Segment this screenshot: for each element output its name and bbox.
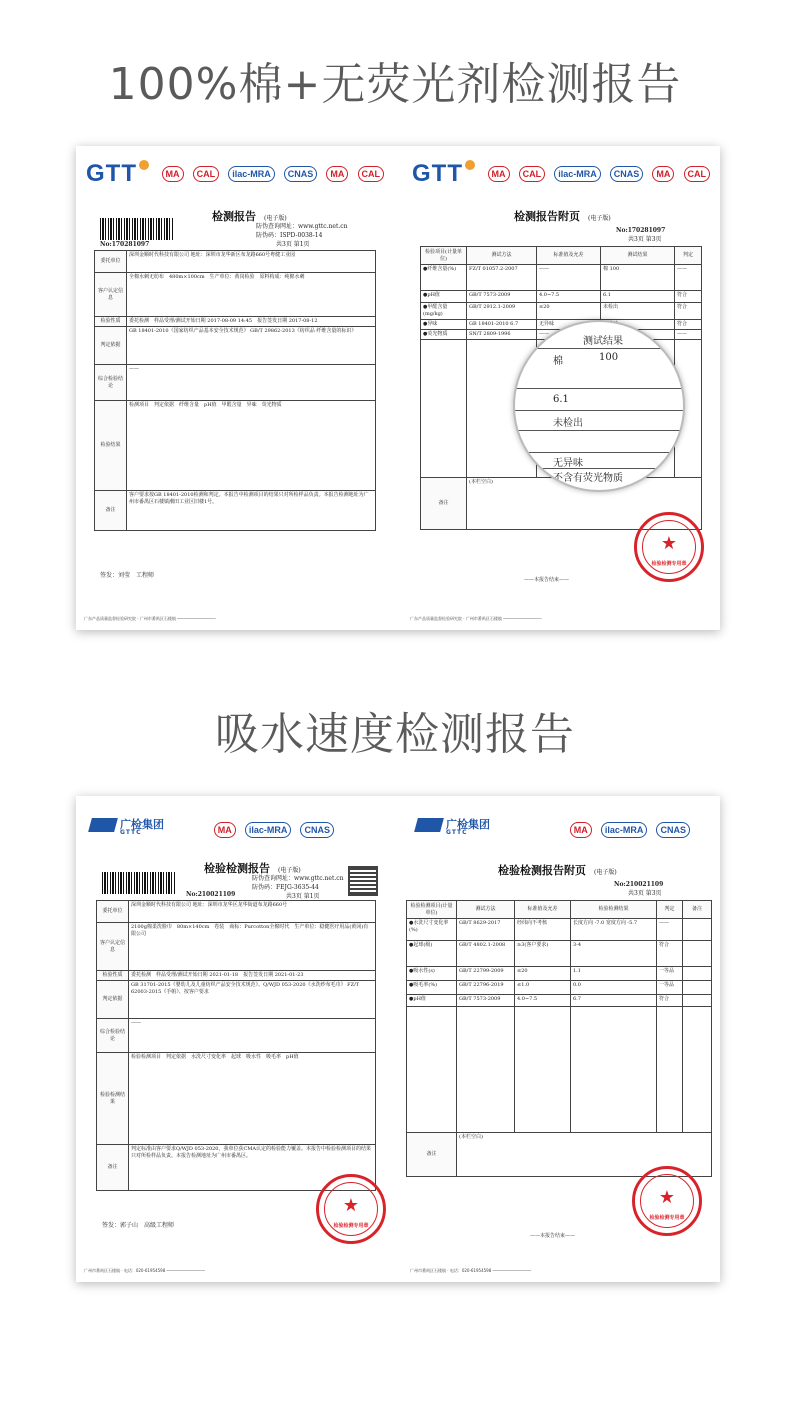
zoom-fiber: 棉 — [553, 356, 563, 367]
cal-seal-icon: CAL — [519, 166, 546, 182]
appendix-pages: 共3页 第3页 — [628, 890, 662, 897]
table-row: 备注 客户要求按GB 18401-2010检测和判定。本报告中检测项目的结果只对所检样品负责。本报告检测地址为广州市番禺区石楼镇潮田工业区旧楼1号。 — [95, 491, 376, 531]
table-row: ●荧光物质 SN/T 2809-1996 —— —— — [421, 330, 702, 340]
table-row: ●起球(级) GB/T 4802.1-2008 ≥3(客户要求) 3-4 符合 — [407, 941, 712, 967]
cal-seal-icon: CAL — [358, 166, 385, 182]
cal-seal-icon: CAL — [684, 166, 711, 182]
report-pages: 共3页 第1页 — [286, 893, 320, 900]
gtt-logo: GTT — [86, 160, 149, 188]
report-number: No:170281097 — [100, 241, 150, 248]
report-footer: 广东产品质量监督检验研究院 · 广州市番禺区石楼镇 ──────────────── — [84, 616, 216, 621]
table-row: 检验性质 委托检测 样品受理/测试开始日期 2021-01-18 报告签发日期 2021-01-23 — [97, 971, 376, 981]
ilac-seal-icon: ilac-MRA — [554, 166, 601, 182]
ma-seal-icon: MA — [652, 166, 674, 182]
zoom-rule — [515, 452, 683, 453]
table-row: 综合检验结论 —— — [95, 365, 376, 401]
ma-seal-icon: MA — [162, 166, 184, 182]
report-table — [94, 250, 376, 531]
zoom-fluor: 不含有荧光物质 — [553, 473, 623, 484]
report-sheet-2 — [76, 796, 720, 1282]
report-title: 检测报告 (电子版) — [212, 210, 287, 223]
report-table — [96, 900, 376, 1191]
inspection-stamp-icon: ★ 检验检测专用章 — [632, 1166, 702, 1236]
accreditation-marks — [210, 818, 334, 838]
appendix-footer: 广东产品质量监督检验研究院 · 广州市番禺区石楼镇 ──────────────── — [410, 616, 542, 621]
table-row: 判定依据 GB 31701-2015《婴幼儿及儿童纺织产品安全技术规范》、Q/WJD 053-2020《水洗纱布毛巾》 FZ/T 62003-2015《手帕》、按客户要求 — [97, 981, 376, 1019]
table-row: 委托单位 深圳金顺时代科技有限公司 地址：深圳市龙华区龙华街道布龙路660号 — [97, 901, 376, 923]
table-row: ●吸毛率(%) GB/T 22796-2019 ≤1.0 0.0 一等品 — [407, 981, 712, 995]
accreditation-marks — [158, 162, 385, 182]
report-title: 检验检测报告 (电子版) — [204, 862, 301, 875]
table-row: ●pH值 GB/T 7573-2009 4.0~7.5 6.1 符合 — [421, 291, 702, 303]
section2-heading: 吸水速度检测报告 — [215, 709, 575, 760]
appendix-header — [412, 160, 710, 188]
report-number: No:210021109 — [186, 891, 236, 898]
ilac-seal-icon: ilac-MRA — [245, 822, 292, 838]
ma-seal-icon: MA — [488, 166, 510, 182]
report-end: ——本报告结束—— — [524, 577, 570, 583]
barcode-icon — [100, 218, 174, 240]
appendix-footer: 广州市番禺区石楼镇 · 电话：020-61954598 ──────────────── — [410, 1268, 532, 1273]
table-row: 备注 (本栏空白) — [421, 478, 702, 530]
report-meta: 防伪查询网址：www.gttc.net.cn 防伪码：FEJG-3635-44 — [252, 875, 344, 891]
appendix-title: 检测报告附页 (电子版) — [514, 210, 611, 223]
ilac-seal-icon: ilac-MRA — [228, 166, 275, 182]
cnas-seal-icon: CNAS — [300, 822, 334, 838]
table-row: ●pH值 GB/T 7573-2009 4.0~7.5 6.7 符合 — [407, 995, 712, 1007]
inspection-stamp-icon: ★ 检验检测专用章 — [316, 1174, 386, 1244]
gttc-logo: 广检集团 GTTC — [416, 816, 490, 836]
accreditation-marks — [566, 818, 690, 838]
table-header-row: 检验检测项目(计量单位) 测试方法 标准值及允差 检验检测结果 判定 备注 — [407, 901, 712, 919]
report-signer: 签发：郭子山 高级工程师 — [102, 1222, 175, 1229]
gttc-mark-icon — [88, 818, 118, 832]
zoom-rule — [515, 410, 683, 411]
table-row: 备注 判定标准由客户要求Q/WJD 053-2020，我单位获CMA认定的检验能力覆盖。本报告中检验检测项目的结果只对所检样品负责。本报告检测地址为广州市番禺区。 — [97, 1145, 376, 1191]
cnas-seal-icon: CNAS — [284, 166, 318, 182]
absorption-test-appendix — [402, 796, 720, 1282]
gttc-logo: 广检集团 GTTC — [90, 816, 164, 836]
appendix-number: No:210021109 — [614, 881, 664, 888]
inspection-stamp-icon: ★ 检验检测专用章 — [634, 512, 704, 582]
gtt-logo: GTT — [412, 160, 475, 188]
table-row: 客户认定信息 2100g棉柔洗脸巾 80m×140cm 卷装 商标：Purcotton全棉时代 生产单位：稳健医疗用品(黄冈)有限公司 — [97, 923, 376, 971]
cnas-seal-icon: CNAS — [656, 822, 690, 838]
zoom-formaldehyde: 未检出 — [553, 418, 583, 429]
ma-seal-icon: MA — [214, 822, 236, 838]
ma-seal-icon: MA — [570, 822, 592, 838]
table-row: ●异味 GB 18401-2010 6.7 无异味 符合 — [421, 320, 702, 330]
ilac-seal-icon: ilac-MRA — [601, 822, 648, 838]
ma-seal-icon: MA — [326, 166, 348, 182]
cotton-test-report — [76, 146, 394, 630]
zoom-magnifier — [513, 320, 685, 492]
barcode-icon — [102, 872, 176, 894]
table-row — [407, 1007, 712, 1133]
report-end: ——本报告结束—— — [530, 1233, 576, 1239]
table-row: 客户认定信息 全棉水刺无纺布 480m×100cm 生产单位：黄岗检验 原料构成：纯棉水刺 — [95, 273, 376, 317]
table-row: ●甲醛含量(mg/kg) GB/T 2912.1-2009 ≤20 未检出 符合 — [421, 303, 702, 320]
report-header — [86, 160, 384, 188]
section1-heading: 100%棉+无荧光剂检测报告 — [108, 59, 682, 110]
zoom-rule — [515, 348, 683, 349]
table-row: ●吸水性(s) GB/T 22799-2009 ≤20 1.1 一等品 — [407, 967, 712, 981]
table-header-row: 检验项目(计量单位) 测试方法 标准值及允差 测试结果 判定 — [421, 247, 702, 265]
table-row: ●水洗尺寸变化率(%) GB/T 8629-2017 经纬向不考核 长度方向 -7.0 宽度方向 -5.7 —— — [407, 919, 712, 941]
logo-flower-icon — [139, 160, 149, 170]
zoom-odor: 无异味 — [553, 458, 583, 469]
zoom-rule — [515, 430, 683, 431]
table-row: 检验结果 检测项目 判定依据 纤维含量 pH值 甲醛含量 异味 荧光物质 — [95, 401, 376, 491]
absorption-test-report — [76, 796, 394, 1282]
zoom-ph: 6.1 — [553, 394, 569, 405]
cal-seal-icon: CAL — [193, 166, 220, 182]
appendix-pages: 共3页 第3页 — [628, 236, 662, 243]
report-meta: 防伪查询网址：www.gttc.net.cn 防伪码：ISPD-0038-14 — [256, 223, 348, 239]
zoom-rule — [515, 388, 683, 389]
cotton-test-appendix — [402, 146, 720, 630]
table-row: ●纤维含量(%) FZ/T 01057.2-2007 —— 棉 100 —— — [421, 265, 702, 291]
zoom-header: 测试结果 — [583, 336, 623, 347]
qr-code-icon — [348, 866, 378, 896]
cnas-seal-icon: CNAS — [610, 166, 644, 182]
zoom-fiber-value: 100 — [599, 352, 619, 363]
table-row: 检验检测结果 检验检测项目 判定依据 水洗尺寸变化率 起球 吸水性 吸毛率 pH值 — [97, 1053, 376, 1145]
table-row: 判定依据 GB 18401-2010《国家纺织产品基本安全技术规范》 GB/T 29862-2013《纺织品 纤维含量的标识》 — [95, 327, 376, 365]
report-sheet-1 — [76, 146, 720, 630]
gttc-mark-icon — [414, 818, 444, 832]
logo-flower-icon — [465, 160, 475, 170]
appendix-table — [406, 900, 712, 1177]
appendix-number: No:170281097 — [616, 227, 666, 234]
report-pages: 共3页 第1页 — [276, 241, 310, 248]
report-signer: 签发：刘莹 工程师 — [100, 572, 155, 579]
accreditation-marks — [484, 162, 711, 182]
table-row: 备注 (本栏空白) — [407, 1133, 712, 1177]
appendix-title: 检验检测报告附页 (电子版) — [498, 864, 617, 877]
table-row: 委托单位 深圳金顺时代科技有限公司 地址：深圳市龙华新区布龙路660号粤健工业园 — [95, 251, 376, 273]
table-row: 检验性质 委托检测 样品受理/测试开始日期 2017-08-09 14:45 报告签发日期 2017-08-12 — [95, 317, 376, 327]
table-row: 综合检验结论 —— — [97, 1019, 376, 1053]
report-footer: 广州市番禺区石楼镇 · 电话：020-61954598 ──────────────── — [84, 1268, 206, 1273]
